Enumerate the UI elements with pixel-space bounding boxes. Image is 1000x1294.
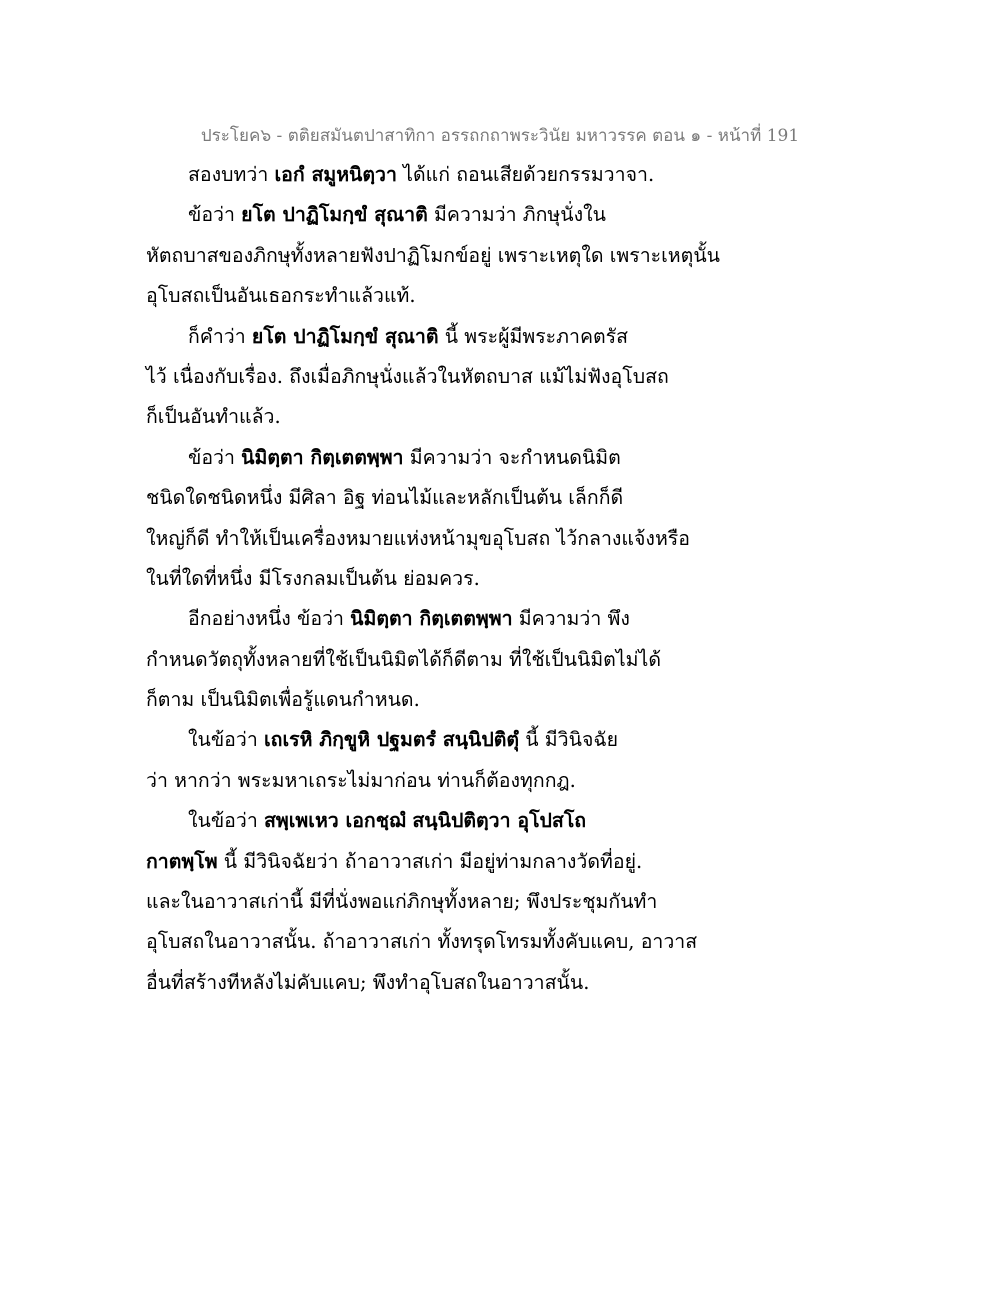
text-line — [146, 599, 886, 639]
text-line — [146, 195, 886, 235]
text-segment: อื่นที่สร้างทีหลังไม่คับแคบ; พึงทำอุโบสถในอาวาสนั้น. — [146, 970, 590, 994]
pali-term: นิมิตฺตา กิตฺเตตพฺพา — [241, 445, 404, 469]
text-segment: อีกอย่างหนึ่ง ข้อว่า — [188, 607, 351, 631]
text-line — [146, 761, 886, 801]
text-segment: อุโบสถเป็นอันเธอกระทำแล้วแท้. — [146, 284, 416, 308]
text-line — [146, 155, 886, 195]
pali-term: ยโต ปาฏิโมกฺขํ สุณาติ — [241, 203, 428, 227]
text-segment: สองบทว่า — [188, 163, 275, 186]
pali-term: กาตพฺโพ — [146, 849, 218, 873]
text-line — [146, 317, 886, 357]
text-line — [146, 559, 886, 599]
text-segment: มีความว่า จะกำหนดนิมิต — [403, 445, 621, 469]
text-line — [146, 801, 886, 841]
text-line — [146, 963, 886, 1003]
text-segment: ในข้อว่า — [188, 728, 264, 752]
text-line — [146, 236, 886, 276]
text-segment: ในที่ใดที่หนึ่ง มีโรงกลมเป็นต้น ย่อมควร. — [146, 566, 480, 590]
text-segment: ข้อว่า — [188, 445, 242, 469]
text-line — [146, 357, 886, 397]
text-segment: นี้ มีวินิจฉัยว่า ถ้าอาวาสเก่า มีอยู่ท่ามกลางวัดที่อยู่. — [217, 849, 643, 873]
pali-term: สพฺเพเหว เอกชฺฌํ สนฺนิปติตฺวา อุโปสโถ — [264, 809, 587, 833]
pali-term: เอกํ สมูหนิตฺวา — [274, 163, 397, 186]
text-segment: และในอาวาสเก่านี้ มีที่นั่งพอแก่ภิกษุทั้งหลาย; พึงประชุมกันทำ — [146, 890, 658, 914]
text-line — [146, 720, 886, 760]
text-line — [146, 478, 886, 518]
text-line — [146, 922, 886, 962]
text-line — [146, 397, 886, 437]
text-line — [146, 438, 886, 478]
text-segment: มีความว่า ภิกษุนั่งใน — [427, 203, 606, 227]
text-segment: ก็เป็นอันทำแล้ว. — [146, 405, 281, 429]
document-body — [146, 155, 886, 1003]
text-segment: ได้แก่ ถอนเสียด้วยกรรมวาจา. — [396, 163, 655, 186]
page-header: ประโยค๖ - ตติยสมันตปาสาทิกา อรรถกถาพระวินัย มหาวรรค ตอน ๑ - หน้าที่ 191 — [200, 126, 800, 146]
text-segment: กำหนดวัตถุทั้งหลายที่ใช้เป็นนิมิตได้ก็ดีตาม ที่ใช้เป็นนิมิตไม่ได้ — [146, 647, 661, 671]
text-segment: ในข้อว่า — [188, 809, 264, 833]
text-segment: นี้ พระผู้มีพระภาคตรัส — [438, 324, 629, 348]
pali-term: นิมิตฺตา กิตฺเตตพฺพา — [350, 607, 513, 631]
text-segment: ใหญ่ก็ดี ทำให้เป็นเครื่องหมายแห่งหน้ามุขอุโบสถ ไว้กลางแจ้งหรือ — [146, 526, 690, 550]
text-segment: ชนิดใดชนิดหนึ่ง มีศิลา อิฐ ท่อนไม้และหลักเป็นต้น เล็กก็ดี — [146, 486, 624, 510]
text-line — [146, 882, 886, 922]
text-segment: ข้อว่า — [188, 203, 242, 227]
text-line — [146, 842, 886, 882]
text-segment: ก็คำว่า — [188, 324, 252, 348]
pali-term: ยโต ปาฏิโมกฺขํ สุณาติ — [251, 324, 439, 348]
text-segment: มีความว่า พึง — [512, 607, 630, 631]
text-segment: ว่า หากว่า พระมหาเถระไม่มาก่อน ท่านก็ต้องทุกกฎ. — [146, 768, 576, 792]
text-line — [146, 680, 886, 720]
text-segment: ไว้ เนื่องกับเรื่อง. ถึงเมื่อภิกษุนั่งแล้วในหัตถบาส แม้ไม่ฟังอุโบสถ — [146, 364, 669, 388]
text-line — [146, 519, 886, 559]
text-line — [146, 276, 886, 316]
text-segment: ก็ตาม เป็นนิมิตเพื่อรู้แดนกำหนด. — [146, 688, 420, 712]
text-segment: หัตถบาสของภิกษุทั้งหลายฟังปาฏิโมกข์อยู่ เพราะเหตุใด เพราะเหตุนั้น — [146, 243, 720, 267]
pali-term: เถเรหิ ภิกฺขูหิ ปฐมตรํ สนฺนิปติตุํ — [264, 728, 520, 752]
text-segment: นี้ มีวินิจฉัย — [519, 728, 619, 752]
text-line — [146, 640, 886, 680]
text-segment: อุโบสถในอาวาสนั้น. ถ้าอาวาสเก่า ทั้งทรุดโทรมทั้งคับแคบ, อาวาส — [146, 930, 698, 954]
